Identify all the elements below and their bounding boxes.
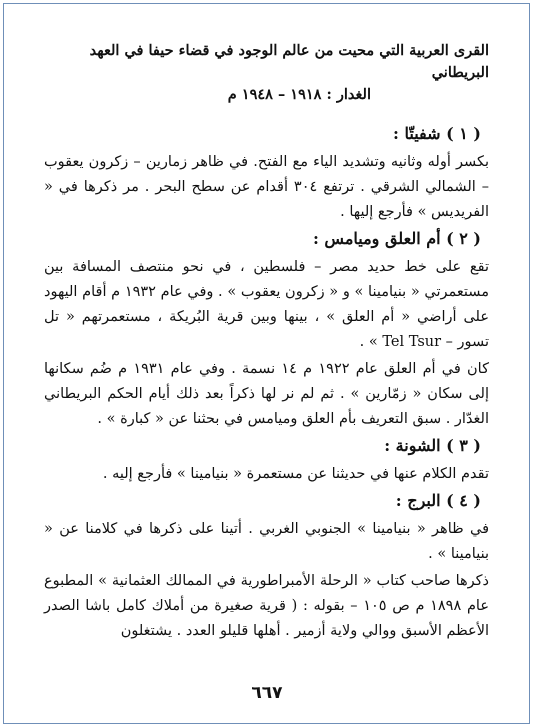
document-page [44, 40, 489, 646]
page-subtitle: الغدار : ١٩١٨ – ١٩٤٨ م [227, 86, 371, 103]
section-al-shuna [44, 434, 489, 487]
section-umm-al-alaq [44, 227, 489, 432]
page-number: ٦٦٧ [251, 683, 283, 703]
section-heading: ( ٣ ) الشونة : [384, 436, 481, 455]
paragraph: في ظاهر « بنيامينا » الجنوبي الغربي . أتينا على ذكرها في كلامنا عن « بنيامينا » . [44, 521, 489, 562]
section-heading: ( ٢ ) أم العلق وميامس : [312, 229, 481, 248]
page-title: القرى العربية التي محيت من عالم الوجود في قضاء حيفا في العهد البريطاني [89, 42, 489, 81]
section-heading: ( ٤ ) البرج : [395, 491, 481, 510]
paragraph: كان في أم العلق عام ١٩٢٢ م ١٤ نسمة . وفي عام ١٩٣١ م ضُم سكانها إلى سكان « زمّارين » . ثم لم نر لها ذكراً بعد ذلك أيام الحكم البريطاني الغدّار . سبق التعريف بأم العلق وميامس في بحثنا عن « كبارة » . [44, 361, 489, 427]
section-heading: ( ١ ) شفيتّا : [393, 124, 481, 143]
paragraph: بكسر أوله وثانيه وتشديد الياء مع الفتح. في ظاهر زمارين – زكرون يعقوب – الشمالي الشرقي . ترتفع ٣٠٤ أقدام عن سطح البحر . مر ذكرها في « الفريديس » فأرجع إليها . [44, 154, 489, 220]
paragraph: تقع على خط حديد مصر – فلسطين ، في نحو منتصف المسافة بين مستعمرتي « بنيامينا » و « زكرون يعقوب » . وفي عام ١٩٣٢ م أقام اليهود على أراضي « أم العلق » ، بينها وبين قرية البُريكة ، مستعمرتهم « تل تسور – Tel Tsur » . [44, 259, 489, 350]
paragraph: تقدم الكلام عنها في حديثنا عن مستعمرة « بنيامينا » فأرجع إليه . [102, 466, 489, 482]
section-al-burj [44, 489, 489, 644]
paragraph: ذكرها صاحب كتاب « الرحلة الأمبراطورية في الممالك العثمانية » المطبوع عام ١٨٩٨ م ص ١٠٥ – بقوله : ( قرية صغيرة من أملاك كامل باشا الصدر الأعظم الأسبق ووالي ولاية أزمير . أهلها قليلو العدد . يشتغلون [44, 573, 489, 639]
section-shafiyya [44, 122, 489, 225]
